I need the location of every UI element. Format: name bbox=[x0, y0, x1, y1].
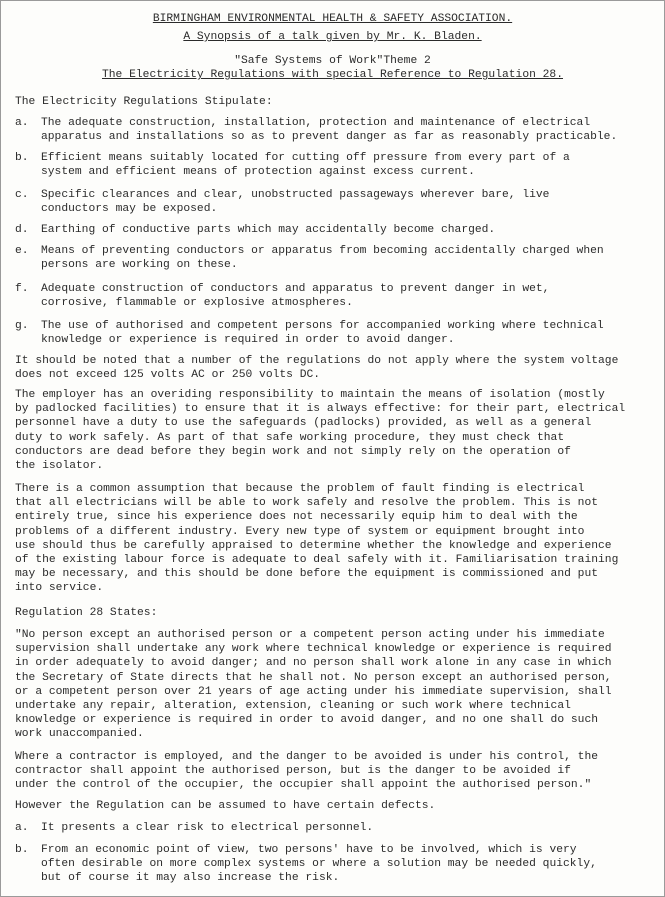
item-text: It presents a clear risk to electrical personnel. bbox=[41, 822, 374, 834]
stipulate-heading: The Electricity Regulations Stipulate: bbox=[15, 96, 273, 108]
theme-line: "Safe Systems of Work"Theme 2 bbox=[234, 55, 431, 67]
item-text: Specific clearances and clear, unobstructed passageways wherever bare, live conductors may be exposed. bbox=[41, 189, 550, 216]
regulation-quote-paragraph: "No person except an authorised person or a competent person acting under his immediate supervision shall undertake any work where technical knowledge or experience is required in order adequately to avoid danger; and no person shall work alone in any case in which the Secretary of State directs that he shall not. No person except an authorised person, or a competent person over 21 years of age acting under his immediate supervision, shall undertake any repair, alteration, extension, cleaning or such work where technical knowledge or experience is required in order to avoid danger, and no one shall do such work unaccompanied. bbox=[15, 629, 612, 741]
document-subtitle: The Electricity Regulations with special Reference to Regulation 28. bbox=[102, 69, 563, 81]
voltage-note-paragraph: It should be noted that a number of the regulations do not apply where the system voltage does not exceed 125 volts AC or 250 volts DC. bbox=[15, 355, 619, 382]
item-text: Efficient means suitably located for cutting off pressure from every part of a system and efficient means of protection against excess current. bbox=[41, 152, 570, 179]
item-label: c. bbox=[15, 189, 29, 201]
defects-intro: However the Regulation can be assumed to have certain defects. bbox=[15, 800, 436, 812]
regulation-heading: Regulation 28 States: bbox=[15, 607, 158, 619]
fault-finding-paragraph: There is a common assumption that because the problem of fault finding is electrical that all electricians will be able to work safely and resolve the problem. This is not entirely true, since his experience does not necessarily equip him to deal with the problems of a different industry. Every new type of system or equipment brought into use should thus be carefully appraised to determine whether the knowledge and experience of the existing labour force is adequate to deal safely with it. Familiarisation training may be necessary, and this should be done before the equipment is commissioned and put into service. bbox=[15, 483, 619, 595]
item-text: The adequate construction, installation, protection and maintenance of electrical apparatus and installations so as to prevent danger as far as reasonably practicable. bbox=[41, 117, 618, 144]
item-text: From an economic point of view, two persons' have to be involved, which is very often desirable on more complex systems or where a solution may be needed quickly, but of course it may also increase the risk. bbox=[41, 844, 597, 885]
item-label: a. bbox=[15, 822, 29, 834]
item-text: Adequate construction of conductors and apparatus to prevent danger in wet, corrosive, flammable or explosive atmospheres. bbox=[41, 283, 550, 310]
item-label: d. bbox=[15, 224, 29, 236]
item-label: e. bbox=[15, 245, 29, 257]
item-label: b. bbox=[15, 844, 29, 856]
contractor-paragraph: Where a contractor is employed, and the danger to be avoided is under his control, the contractor shall appoint the authorised person, but is the danger to be avoided if under the control of the occupier, the occupier shall appoint the authorised person." bbox=[15, 751, 599, 792]
item-label: g. bbox=[15, 320, 29, 332]
organization-title: BIRMINGHAM ENVIRONMENTAL HEALTH & SAFETY ASSOCIATION. bbox=[152, 13, 513, 25]
item-label: b. bbox=[15, 152, 29, 164]
synopsis-line: A Synopsis of a talk given by Mr. K. Bladen. bbox=[183, 31, 482, 43]
item-text: Means of preventing conductors or apparatus from becoming accidentally charged when persons are working on these. bbox=[41, 245, 604, 272]
employer-responsibility-paragraph: The employer has an overiding responsibility to maintain the means of isolation (mostly by padlocked facilities) to ensure that it is always effective: for their part, electrical personnel have a duty to use the safeguards (padlocks) provided, as well as a general duty to work safely. As part of that safe working procedure, they must check that conductors are dead before they begin work and not simply rely on the operation of the isolator. bbox=[15, 389, 626, 473]
item-text: The use of authorised and competent persons for accompanied working where technical knowledge or experience is required in order to avoid danger. bbox=[41, 320, 604, 347]
item-label: f. bbox=[15, 283, 29, 295]
item-label: a. bbox=[15, 117, 29, 129]
item-text: Earthing of conductive parts which may accidentally become charged. bbox=[41, 224, 496, 236]
